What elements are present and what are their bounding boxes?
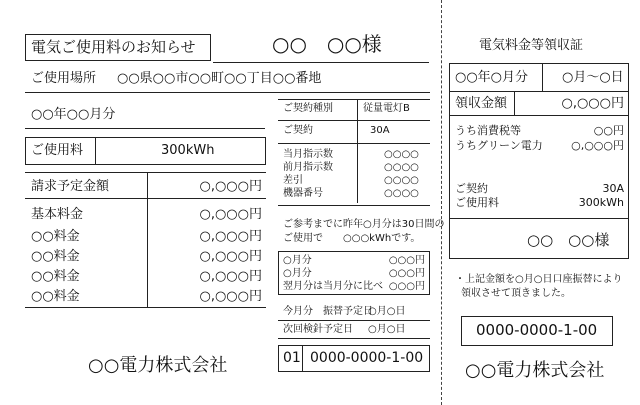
receipt-contract-value: 300kWh (578, 196, 624, 209)
billing-label: 請求予定金額 (31, 179, 110, 194)
details-line (278, 338, 430, 339)
meter-value: ○○○○ (384, 175, 419, 186)
fees-bottom-line (25, 307, 266, 308)
reference-line1: ご参考までに昨年○月分は30日間の (283, 219, 445, 230)
receipt-amount-value: ○,○○○円 (561, 96, 624, 111)
notice-company: ○○電力株式会社 (88, 355, 228, 376)
receipt-company: ○○電力株式会社 (465, 360, 605, 381)
meter-label: 差引 (283, 175, 303, 186)
fee-value: ○,○○○円 (199, 229, 262, 244)
receipt-note-line2: 領収させて頂きました。 (461, 288, 571, 299)
details-line (278, 320, 430, 321)
period-label: ○○年○○月分 (31, 107, 116, 122)
receipt-amount-label: 領収金額 (455, 96, 508, 111)
usage-divider (95, 137, 96, 165)
schedule-value: ○月○日 (368, 306, 406, 317)
receipt-code-value: 0000-0000-1-00 (476, 321, 598, 339)
receipt-period-right: ○月～○日 (562, 70, 624, 85)
contract-type-label: ご契約種別 (283, 103, 333, 114)
meter-value: ○○○○ (384, 188, 419, 199)
billing-divider (147, 172, 148, 307)
receipt-contract-label: ご使用料 (455, 196, 499, 209)
details-divider (357, 99, 358, 143)
schedule-label: 次回検針予定日 (283, 324, 353, 335)
schedule-value: ○月○日 (368, 324, 406, 335)
fee-value: ○,○○○円 (199, 207, 262, 222)
reference-line2: ご使用で ○○○kWhです。 (283, 233, 421, 244)
meter-label: 前月指示数 (283, 162, 333, 173)
compare-value: ○○○円 (388, 268, 425, 279)
contract-type-value: 従量電灯B (363, 103, 410, 114)
name-underline (213, 62, 429, 63)
details-line (278, 99, 430, 100)
receipt-tax-value: ○○円 (593, 124, 624, 137)
location-underline (25, 92, 430, 93)
location-value: ○○県○○市○○町○○丁目○○番地 (117, 71, 322, 86)
period-underline (25, 128, 265, 129)
fee-label: ○○料金 (31, 269, 80, 284)
meter-label: 機器番号 (283, 188, 323, 199)
receipt-contract-label: ご契約 (455, 182, 488, 195)
receipt-title: 電気料金等領収証 (479, 38, 584, 53)
compare-label: ○月分 (283, 255, 312, 266)
code-value: 0000-0000-1-00 (310, 350, 424, 366)
compare-label: 翌月分は当月分に比べ (283, 281, 383, 292)
receipt-tax-label: うち消費税等 (455, 124, 521, 137)
location-label: ご使用場所 (31, 71, 97, 86)
fee-value: ○,○○○円 (199, 289, 262, 304)
receipt-tax-value: ○,○○○円 (571, 139, 624, 152)
receipt-line (449, 218, 629, 219)
receipt-amount-divider (514, 91, 515, 115)
compare-value: ○○○円 (388, 255, 425, 266)
details-line (278, 205, 430, 206)
usage-label: ご使用料 (31, 143, 84, 158)
fee-value: ○,○○○円 (199, 269, 262, 284)
compare-value: ○○○円 (388, 281, 425, 292)
customer-name: ○○ ○○様 (272, 32, 382, 56)
billing-value: ○,○○○円 (199, 179, 262, 194)
details-line (278, 120, 430, 121)
fee-value: ○,○○○円 (199, 249, 262, 264)
notice-title: 電気ご使用料のお知らせ (31, 38, 196, 56)
receipt-tax-label: うちグリーン電力 (455, 139, 543, 152)
fee-label: ○○料金 (31, 229, 80, 244)
details-line (278, 143, 430, 144)
receipt-line (449, 91, 629, 92)
receipt-period-left: ○○年○月分 (455, 70, 529, 85)
meter-value: ○○○○ (384, 149, 419, 160)
receipt-main-box (449, 63, 629, 259)
meter-value: ○○○○ (384, 162, 419, 173)
code-divider (302, 345, 303, 372)
contract-value: 30A (370, 125, 390, 136)
receipt-contract-value: 30A (602, 182, 624, 195)
usage-value: 300kWh (161, 143, 215, 158)
fee-label: ○○料金 (31, 249, 80, 264)
code-prefix: 01 (283, 350, 301, 366)
billing-top-line (25, 172, 266, 173)
receipt-period-divider (542, 63, 543, 91)
compare-label: ○月分 (283, 268, 312, 279)
billing-bottom-line (25, 198, 266, 199)
fee-label: 基本料金 (31, 207, 84, 222)
meter-label: 当月指示数 (283, 149, 333, 160)
contract-label: ご契約 (283, 125, 313, 136)
perforation-line (441, 0, 442, 405)
receipt-note-line1: ・上記金額を○月○日口座振替により (455, 274, 623, 285)
meter-divider (357, 143, 358, 203)
fee-label: ○○料金 (31, 289, 80, 304)
schedule-label: 今月分 振替予定日 (283, 306, 373, 317)
receipt-line (449, 115, 629, 116)
receipt-customer-name: ○○ ○○様 (527, 231, 610, 249)
